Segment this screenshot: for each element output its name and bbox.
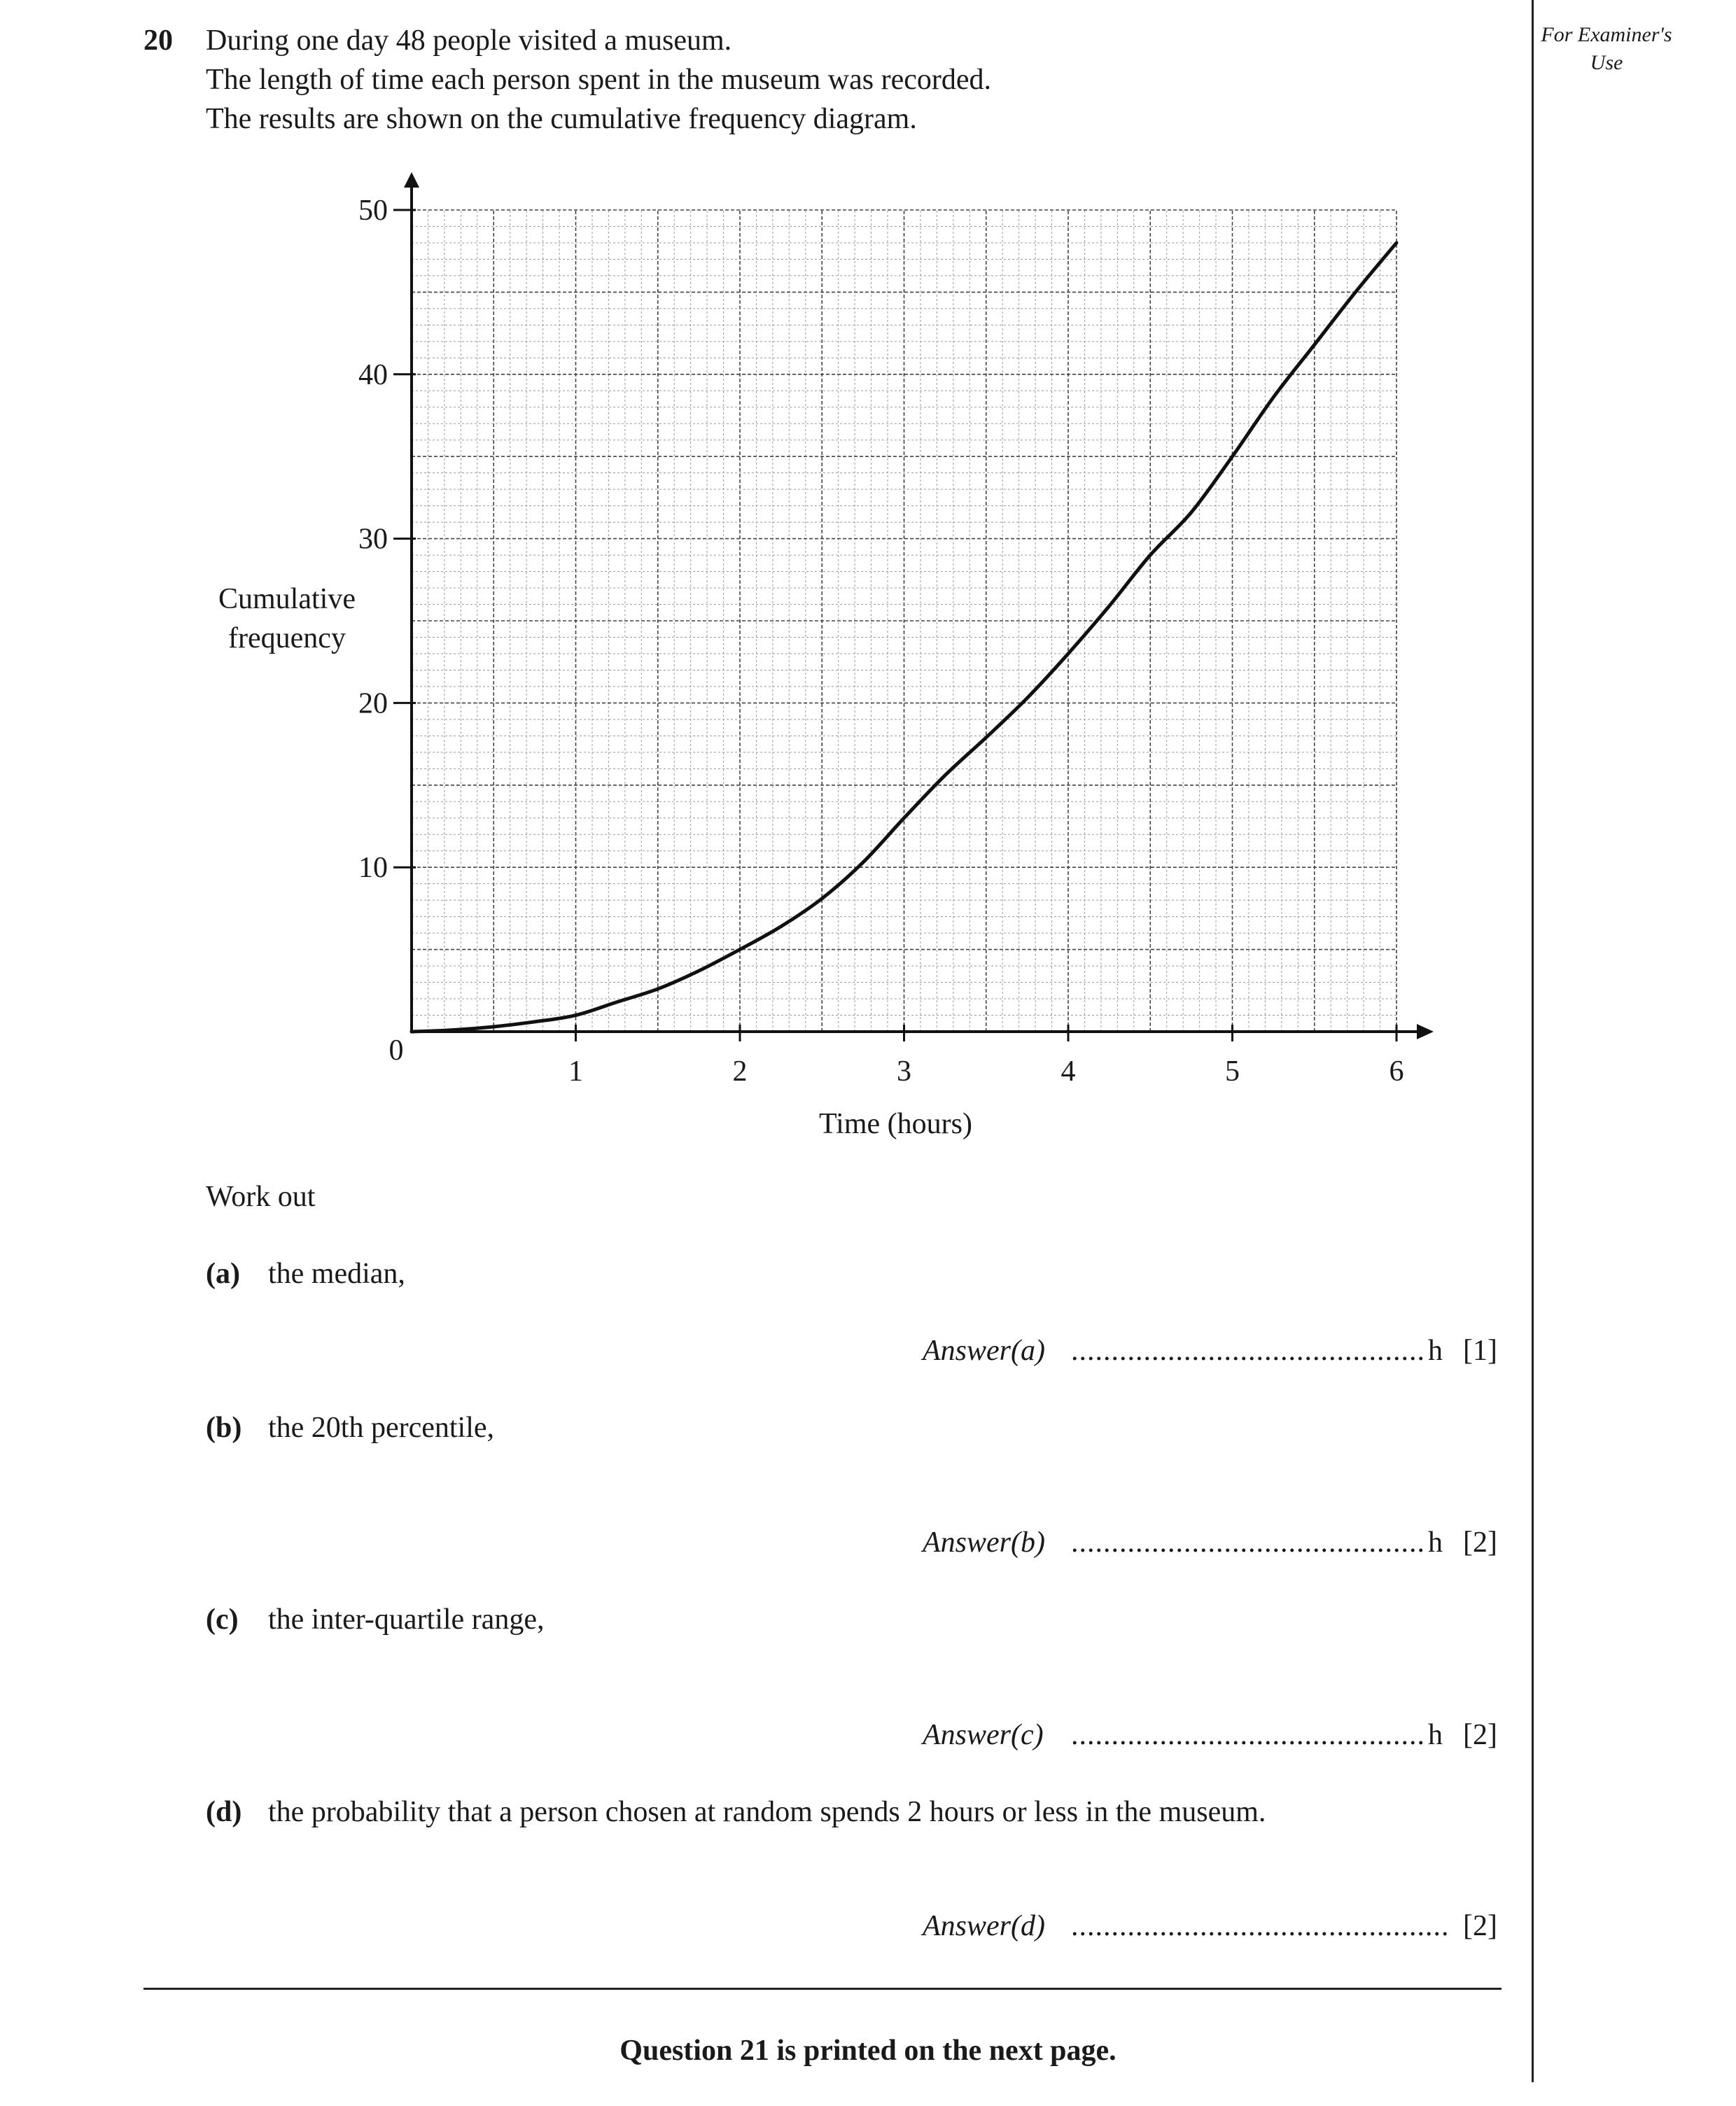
chart-grid xyxy=(412,210,1396,1032)
question-number: 20 xyxy=(144,24,173,57)
chart-ticks xyxy=(358,195,1404,1088)
part-letter: (c) xyxy=(206,1603,239,1636)
y-tick-label: 40 xyxy=(358,358,388,391)
answer-label: Answer(d) xyxy=(923,1910,1045,1942)
x-tick-label: 2 xyxy=(732,1055,748,1088)
answer-unit: h xyxy=(1428,1526,1443,1559)
part-question-text: the probability that a person chosen at random spends 2 hours or less in the museum. xyxy=(268,1796,1266,1828)
origin-label: 0 xyxy=(388,1034,404,1067)
x-tick-label: 4 xyxy=(1060,1055,1076,1088)
y-axis-label xyxy=(203,580,371,658)
work-out-text: Work out xyxy=(206,1181,316,1213)
answer-unit: h xyxy=(1428,1719,1443,1751)
question-line-2: The length of time each person spent in the museum was recorded. xyxy=(206,64,991,96)
answer-dotted-line[interactable]: ............................................ xyxy=(1071,1719,1425,1751)
x-tick-label: 1 xyxy=(568,1055,583,1088)
answer-label: Answer(b) xyxy=(923,1526,1045,1559)
marks-indicator: [1] xyxy=(1463,1335,1497,1367)
y-axis-arrow xyxy=(404,172,419,188)
part-question-text: the 20th percentile, xyxy=(268,1412,495,1444)
marks-indicator: [2] xyxy=(1463,1910,1497,1942)
question-line-1: During one day 48 people visited a museum. xyxy=(206,24,732,57)
answer-label: Answer(c) xyxy=(923,1719,1044,1751)
part-letter: (b) xyxy=(206,1412,242,1444)
y-axis-label-word: Cumulative xyxy=(218,583,356,615)
x-tick-label: 6 xyxy=(1389,1055,1404,1088)
part-question-text: the median, xyxy=(268,1258,405,1290)
answer-unit: h xyxy=(1428,1335,1443,1367)
y-tick-label: 20 xyxy=(358,687,388,720)
answer-dotted-line[interactable]: ............................................ xyxy=(1071,1526,1425,1559)
part-letter: (d) xyxy=(206,1796,242,1828)
marks-indicator: [2] xyxy=(1463,1526,1497,1559)
bottom-divider xyxy=(144,1988,1502,1990)
y-tick-label: 50 xyxy=(358,195,388,227)
marks-indicator: [2] xyxy=(1463,1719,1497,1751)
x-tick-label: 5 xyxy=(1225,1055,1240,1088)
chart-axes xyxy=(404,172,1434,1039)
y-axis-label-text xyxy=(203,580,371,658)
question-line-3: The results are shown on the cumulative frequency diagram. xyxy=(206,103,917,135)
part-question-text: the inter-quartile range, xyxy=(268,1603,545,1636)
y-tick-label: 10 xyxy=(358,852,388,885)
x-axis-label: Time (hours) xyxy=(819,1108,972,1140)
answer-dotted-line[interactable]: ............................................... xyxy=(1071,1910,1450,1942)
x-axis-arrow xyxy=(1417,1024,1434,1039)
x-tick-label: 3 xyxy=(897,1055,911,1088)
y-tick-label: 30 xyxy=(358,523,388,556)
y-axis-label-word: frequency xyxy=(228,622,346,654)
answer-dotted-line[interactable]: ............................................ xyxy=(1071,1335,1425,1367)
answer-label: Answer(a) xyxy=(923,1335,1045,1367)
examiner-use-label: For Examiner's Use xyxy=(1541,23,1672,74)
part-letter: (a) xyxy=(206,1258,240,1290)
footer-note: Question 21 is printed on the next page. xyxy=(620,2035,1116,2067)
